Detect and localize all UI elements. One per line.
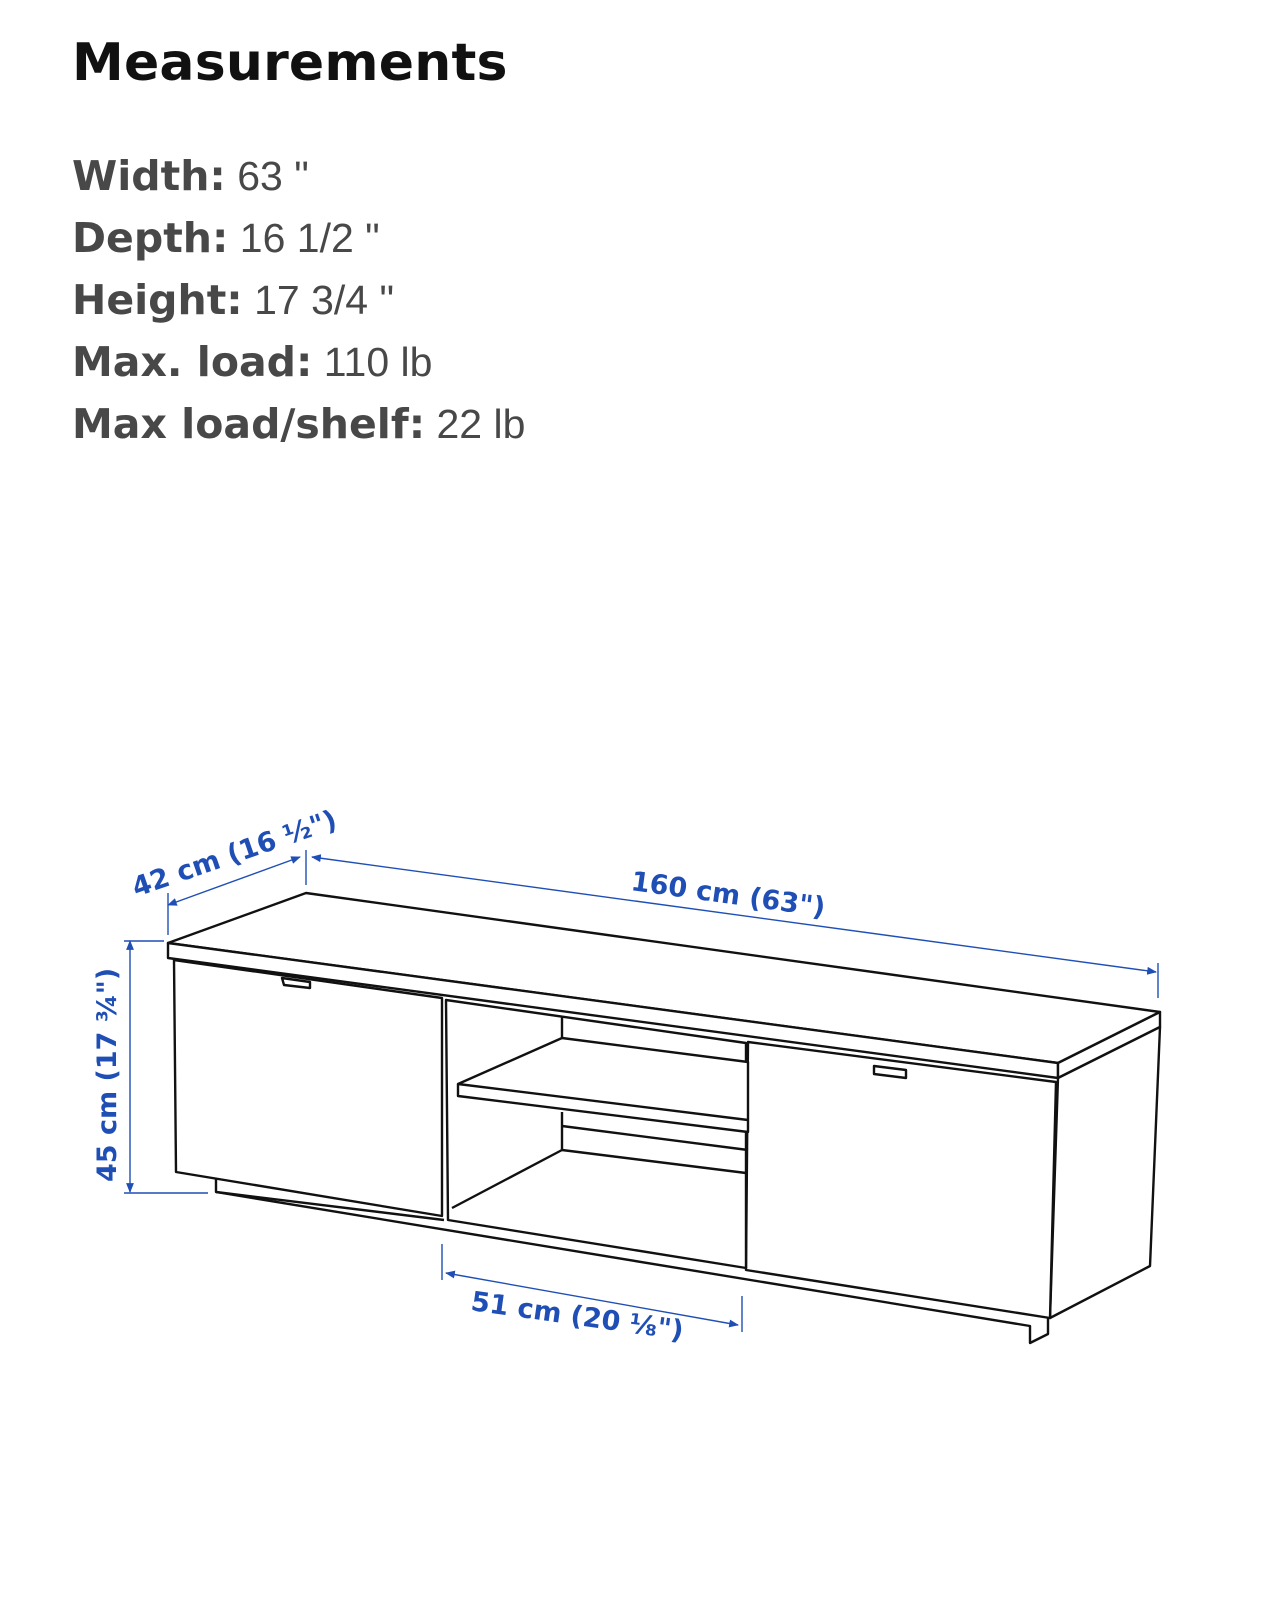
- spec-label: Max load/shelf:: [72, 400, 426, 448]
- spec-value: 16 1/2 ": [228, 215, 380, 261]
- spec-label: Max. load:: [72, 338, 313, 386]
- spec-value: 110 lb: [312, 339, 433, 385]
- spec-depth: [72, 210, 525, 272]
- spec-value: 63 ": [225, 153, 309, 199]
- spec-value: 22 lb: [425, 401, 526, 447]
- spec-max-load-shelf: [72, 396, 525, 458]
- bench-left-door: [174, 960, 442, 1216]
- spec-max-load: [72, 334, 525, 396]
- page-title: Measurements: [72, 33, 508, 93]
- inner-width-dimension-label: 51 cm (20 ⅛"): [469, 1286, 686, 1347]
- width-dimension-label: 160 cm (63"): [629, 866, 828, 924]
- tv-bench-drawing: [168, 893, 1160, 1343]
- spec-height: [72, 272, 525, 334]
- bench-open-compartment: [446, 1000, 746, 1268]
- spec-label: Width:: [72, 152, 226, 200]
- depth-dimension-label: 42 cm (16 ½"): [128, 804, 341, 904]
- spec-width: [72, 148, 525, 210]
- height-dimension-label: 45 cm (17 ¾"): [92, 967, 123, 1182]
- spec-value: 17 3/4 ": [242, 277, 395, 323]
- bench-right-door: [746, 1042, 1056, 1318]
- tv-bench-dimension-diagram: [0, 780, 1284, 1420]
- specs-list: [72, 148, 525, 458]
- spec-label: Depth:: [72, 214, 229, 262]
- spec-label: Height:: [72, 276, 243, 324]
